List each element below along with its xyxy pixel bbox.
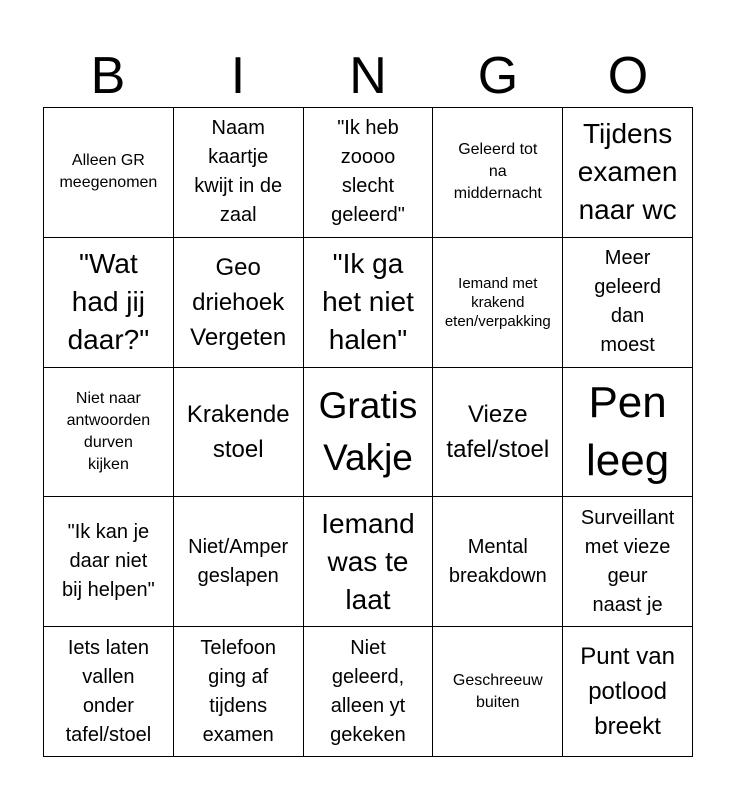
bingo-cell[interactable]: "Ik heb zoooo slecht geleerd" (304, 108, 434, 238)
header-letter-i: I (230, 47, 246, 105)
bingo-cell[interactable]: Surveillant met vieze geur naast je (563, 497, 693, 627)
bingo-cell[interactable]: Mental breakdown (433, 497, 563, 627)
bingo-cell[interactable]: Niet geleerd, alleen yt gekeken (304, 627, 434, 757)
bingo-cell[interactable]: Punt van potlood breekt (563, 627, 693, 757)
bingo-cell[interactable]: Naam kaartje kwijt in de zaal (174, 108, 304, 238)
bingo-cell[interactable]: Iemand was te laat (304, 497, 434, 627)
bingo-header (43, 45, 693, 107)
free-space-cell[interactable]: Gratis Vakje (304, 368, 434, 498)
bingo-cell[interactable]: Vieze tafel/stoel (433, 368, 563, 498)
bingo-cell[interactable]: "Ik kan je daar niet bij helpen" (44, 497, 174, 627)
bingo-cell[interactable]: Geschreeuw buiten (433, 627, 563, 757)
bingo-cell[interactable]: Niet naar antwoorden durven kijken (44, 368, 174, 498)
bingo-cell[interactable]: "Ik ga het niet halen" (304, 238, 434, 368)
bingo-cell[interactable]: "Wat had jij daar?" (44, 238, 174, 368)
bingo-cell[interactable]: Alleen GR meegenomen (44, 108, 174, 238)
bingo-cell[interactable]: Krakende stoel (174, 368, 304, 498)
header-letter-n: N (349, 47, 387, 105)
header-letter-b: B (90, 47, 126, 105)
bingo-cell[interactable]: Tijdens examen naar wc (563, 108, 693, 238)
bingo-cell[interactable]: Niet/Amper geslapen (174, 497, 304, 627)
bingo-cell[interactable]: Telefoon ging af tijdens examen (174, 627, 304, 757)
bingo-cell[interactable]: Meer geleerd dan moest (563, 238, 693, 368)
bingo-cell[interactable]: Pen leeg (563, 368, 693, 498)
bingo-cell[interactable]: Geleerd tot na middernacht (433, 108, 563, 238)
header-letter-o: O (607, 47, 649, 105)
bingo-grid (43, 107, 693, 757)
bingo-cell[interactable]: Iets laten vallen onder tafel/stoel (44, 627, 174, 757)
header-letter-g: G (477, 47, 519, 105)
bingo-cell[interactable]: Geo driehoek Vergeten (174, 238, 304, 368)
bingo-cell[interactable]: Iemand met krakend eten/verpakking (433, 238, 563, 368)
